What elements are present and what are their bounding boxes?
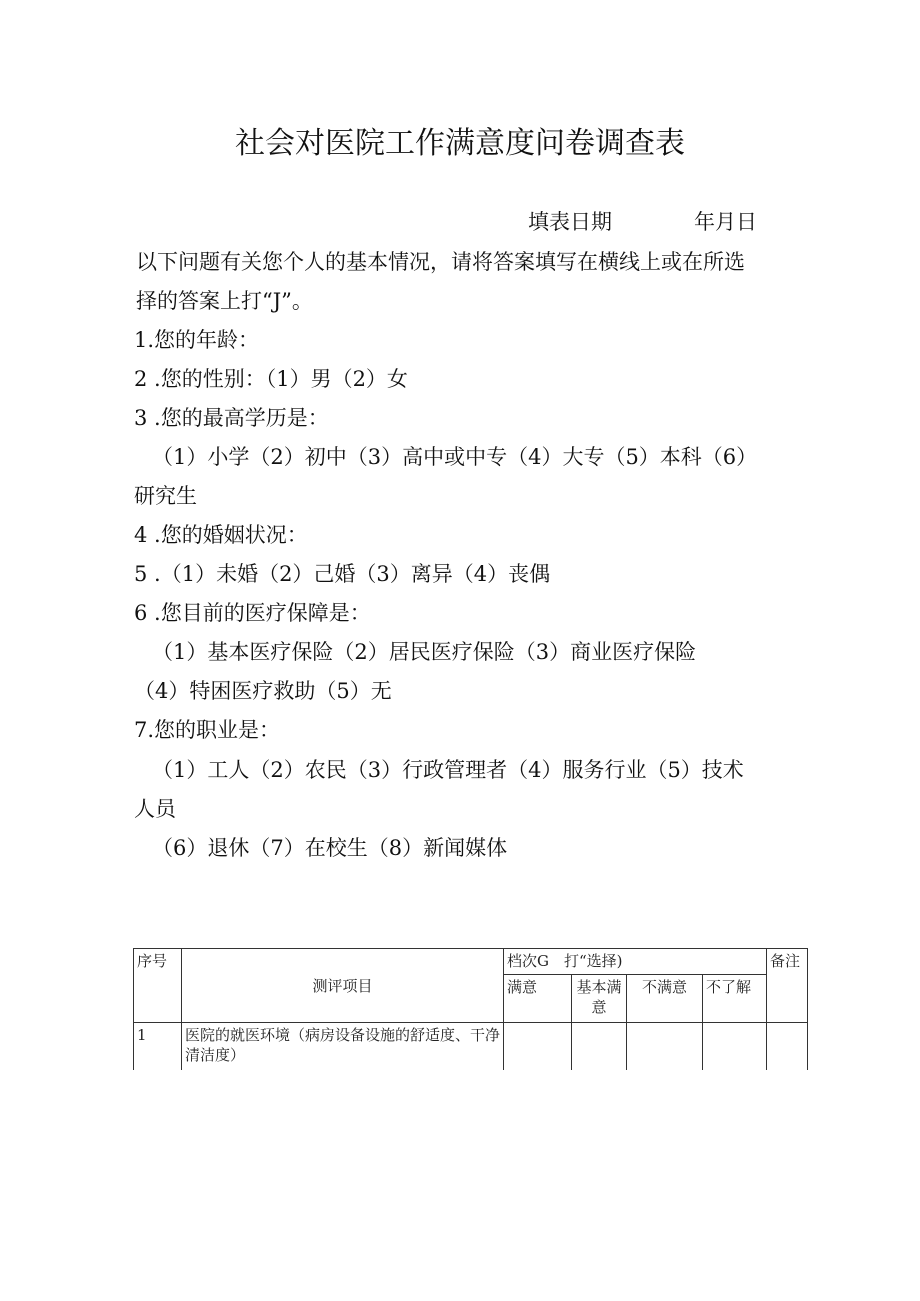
marital-options[interactable]: 5 .（1）未婚（2）己婚（3）离异（4）丧偶: [134, 562, 551, 586]
survey-table: [133, 948, 808, 1071]
row-1-basic-satisfied-cell[interactable]: [572, 1023, 627, 1071]
header-grade: 档次G 打“选择): [504, 949, 767, 975]
header-seq: 序号: [134, 949, 182, 1023]
question-age[interactable]: 1.您的年龄：: [134, 328, 260, 352]
occupation-options-2[interactable]: （6）退休（7）在校生（8）新闻媒体: [152, 836, 508, 860]
page-title: 社会对医院工作满意度问卷调查表: [235, 126, 685, 161]
insurance-options-cont[interactable]: （4）特困医疗救助（5）无: [134, 679, 392, 703]
row-1-unknown-cell[interactable]: [703, 1023, 767, 1071]
row-1-item: 医院的就医环境（病房设备设施的舒适度、干净清洁度）: [182, 1023, 504, 1071]
header-unknown: 不了解: [703, 975, 767, 1023]
question-gender[interactable]: 2 .您的性别：（1）男（2）女: [134, 367, 408, 391]
intro-line-1: 以下问题有关您个人的基本情况，请将答案填写在横线上或在所选: [136, 250, 745, 274]
question-marital: 4 .您的婚姻状况：: [134, 523, 308, 547]
row-1-seq: 1: [134, 1023, 182, 1071]
header-basic-satisfied: 基本满意: [572, 975, 627, 1023]
row-1-dissatisfied-cell[interactable]: [627, 1023, 703, 1071]
date-label: 填表日期: [528, 210, 612, 234]
intro-line-2: 择的答案上打“J”。: [136, 289, 313, 313]
header-remark: 备注: [767, 949, 808, 1023]
question-insurance: 6 .您目前的医疗保障是：: [134, 601, 371, 625]
row-1-remark-cell[interactable]: [767, 1023, 808, 1071]
page-cutoff: [120, 1070, 820, 1110]
question-education: 3 .您的最高学历是：: [134, 406, 329, 430]
occupation-options[interactable]: （1）工人（2）农民（3）行政管理者（4）服务行业（5）技术: [152, 758, 744, 782]
education-options-cont[interactable]: 研究生: [134, 484, 197, 508]
row-1-satisfied-cell[interactable]: [504, 1023, 572, 1071]
insurance-options[interactable]: （1）基本医疗保险（2）居民医疗保险（3）商业医疗保险: [152, 640, 697, 664]
question-occupation: 7.您的职业是：: [134, 718, 281, 742]
header-item: 测评项目: [182, 949, 504, 1023]
occupation-options-cont[interactable]: 人员: [134, 797, 176, 821]
header-dissatisfied: 不满意: [627, 975, 703, 1023]
header-satisfied: 满意: [504, 975, 572, 1023]
education-options[interactable]: （1）小学（2）初中（3）高中或中专（4）大专（5）本科（6）: [152, 445, 758, 469]
date-ymd-field[interactable]: 年月日: [694, 210, 757, 234]
